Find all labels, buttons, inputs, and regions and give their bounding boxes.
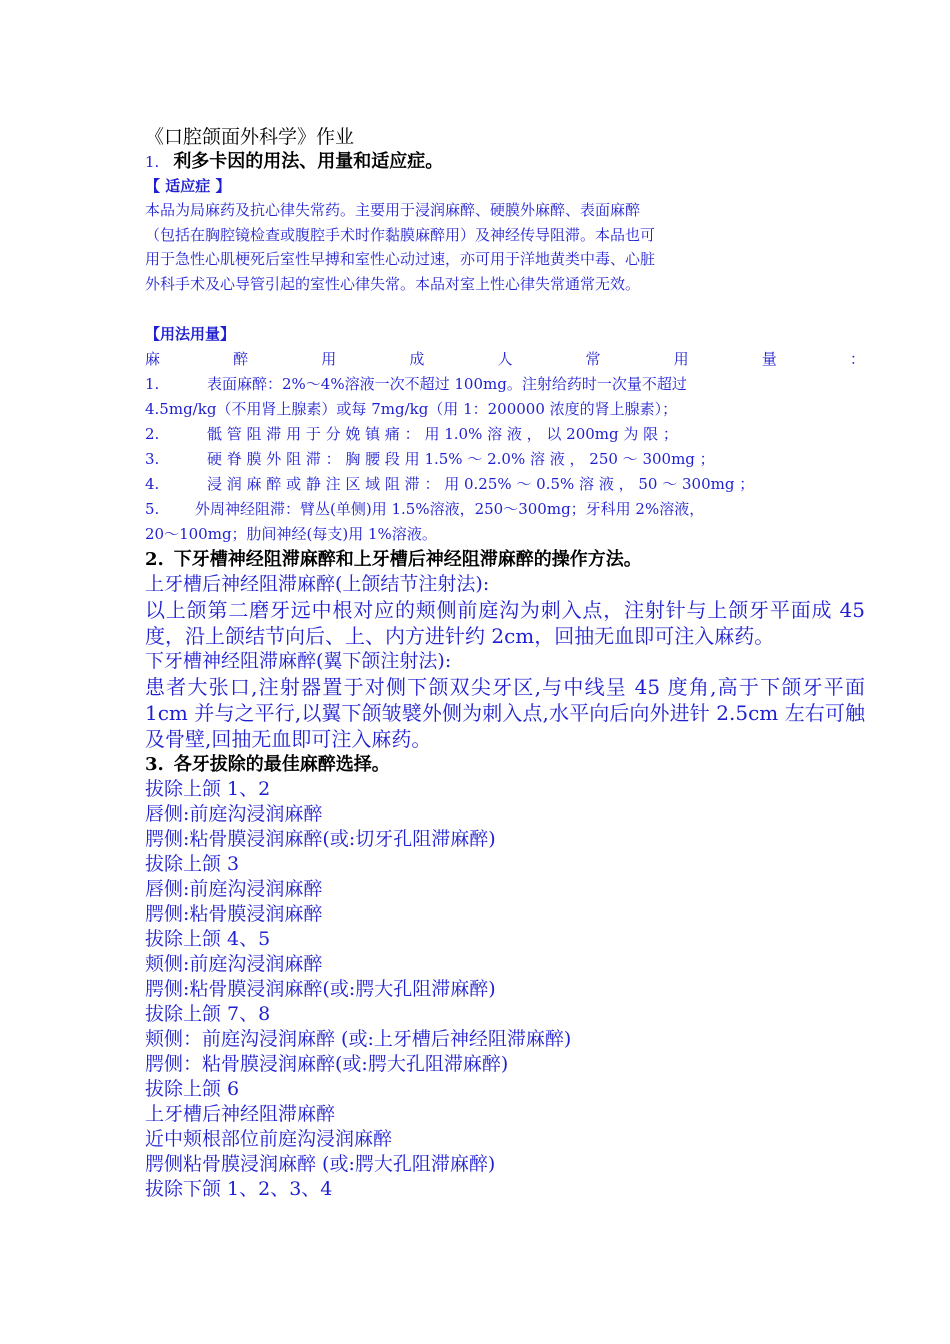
question-2-heading [145,547,865,572]
indication-line-1: 本品为局麻药及抗心律失常药。主要用于浸润麻醉、硬膜外麻醉、表面麻醉 [145,201,641,219]
q3-line: 拔除上颌 7、8 [145,1003,271,1026]
usage-item [145,422,865,447]
question-2-number: 2. [145,549,164,571]
usage-heading-char: 用 [321,350,337,369]
usage-item-text: 4.5mg/kg（不用肾上腺素）或每 7mg/kg（用 1：200000 浓度的肾上腺素）； [145,400,678,419]
usage-item-text: 表面麻醉：2%～4%溶液一次不超过 100mg。注射给药时一次量不超过 [207,375,687,394]
q3-line: 唇侧:前庭沟浸润麻醉 [145,878,323,901]
usage-item [145,472,865,497]
q3-line: 近中颊根部位前庭沟浸润麻醉 [145,1128,393,1151]
usage-item-text: 20～100mg；肋间神经(每支)用 1%溶液。 [145,525,437,544]
document-page [145,124,865,1202]
usage-heading-char: 醉 [233,350,249,369]
q3-line: 腭侧:粘骨膜浸润麻醉(或:切牙孔阻滞麻醉) [145,828,496,851]
usage-heading-char: 常 [585,350,601,369]
usage-tag: 【用法用量】 [145,325,236,344]
q3-line: 颊侧：前庭沟浸润麻醉 (或:上牙槽后神经阻滞麻醉) [145,1028,572,1051]
indication-line-3: 用于急性心肌梗死后室性早搏和室性心动过速，亦可用于洋地黄类中毒、心脏 [145,250,656,269]
usage-item-number: 1. [145,375,160,394]
usage-item [145,497,865,522]
question-1-number: 1. [145,153,160,171]
question-2-title: 下牙槽神经阻滞麻醉和上牙槽后神经阻滞麻醉的操作方法。 [173,549,642,571]
usage-item-text: 浸 润 麻 醉 或 静 注 区 域 阻 滞 ： 用 0.25% ～ 0.5% 溶 液 ， 50 ～ 300mg ； [207,475,755,494]
question-1-heading [145,150,865,174]
q3-line: 拔除上颌 3 [145,853,240,876]
usage-heading-char: ： [849,350,865,369]
q3-line: 拔除上颌 4、5 [145,928,271,951]
usage-item-number: 3. [145,450,160,469]
q3-line: 上牙槽后神经阻滞麻醉 [145,1103,336,1126]
q2-subheading-2: 下牙槽神经阻滞麻醉(翼下颌注射法): [145,650,452,673]
usage-heading [145,346,865,372]
usage-item-number: 5. [145,500,160,519]
usage-item [145,447,865,472]
usage-item [145,397,865,422]
question-3-number: 3. [145,754,164,776]
q2-paragraph-1: 以上颌第二磨牙远中根对应的颊侧前庭沟为刺入点，注射针与上颌牙平面成 45 度，沿上颌结节向后、上、内方进针约 2cm，回抽无血即可注入麻药。 [145,598,865,649]
usage-heading-char: 人 [497,350,513,369]
q3-line: 拔除上颌 1、2 [145,778,271,801]
question-3-title: 各牙拔除的最佳麻醉选择。 [173,754,390,776]
q3-line: 拔除上颌 6 [145,1078,240,1101]
question-3-heading [145,752,865,777]
usage-item-text: 硬 脊 膜 外 阻 滞 ： 胸 腰 段 用 1.5% ～ 2.0% 溶 液 ， 250 ～ 300mg ； [207,450,715,469]
question-1-title: 利多卡因的用法、用量和适应症。 [173,151,444,172]
q3-line: 颊侧:前庭沟浸润麻醉 [145,953,323,976]
usage-item-number: 4. [145,475,160,494]
q3-line: 腭侧:粘骨膜浸润麻醉(或:腭大孔阻滞麻醉) [145,978,496,1001]
q2-subheading-1: 上牙槽后神经阻滞麻醉(上颌结节注射法): [145,573,490,596]
document-title: 《口腔颌面外科学》作业 [145,126,355,148]
usage-item [145,522,865,547]
indication-line-2: （包括在胸腔镜检查或腹腔手术时作黏膜麻醉用）及神经传导阻滞。本品也可 [145,225,656,244]
q3-line: 腭侧:粘骨膜浸润麻醉 [145,903,323,926]
usage-item-text: 外周神经阻滞：臂丛(单侧)用 1.5%溶液，250～300mg；牙科用 2%溶液， [195,500,705,519]
usage-heading-char: 麻 [145,350,161,369]
usage-heading-char: 用 [673,350,689,369]
indication-line-4: 外科手术及心导管引起的室性心律失常。本品对室上性心律失常通常无效。 [145,274,641,293]
usage-heading-char: 成 [409,350,425,369]
usage-item-text: 骶 管 阻 滞 用 于 分 娩 镇 痛 ： 用 1.0% 溶 液 ， 以 200mg 为 限 ； [207,425,678,444]
usage-heading-char: 量 [761,350,777,369]
usage-item [145,372,865,397]
q3-line: 腭侧：粘骨膜浸润麻醉(或:腭大孔阻滞麻醉) [145,1053,509,1076]
usage-item-number: 2. [145,425,160,444]
indication-tag: 【 适应症 】 [145,177,231,195]
q3-line: 腭侧粘骨膜浸润麻醉 (或:腭大孔阻滞麻醉) [145,1153,496,1176]
q3-line: 唇侧:前庭沟浸润麻醉 [145,803,323,826]
q2-paragraph-2: 患者大张口,注射器置于对侧下颌双尖牙区,与中线呈 45 度角,高于下颌牙平面 1cm 并与之平行,以翼下颌皱襞外侧为刺入点,水平向后向外进针 2.5cm 左右可触及骨壁,回抽无血即可注入麻药。 [145,675,865,752]
q3-line: 拔除下颌 1、2、3、4 [145,1178,333,1201]
